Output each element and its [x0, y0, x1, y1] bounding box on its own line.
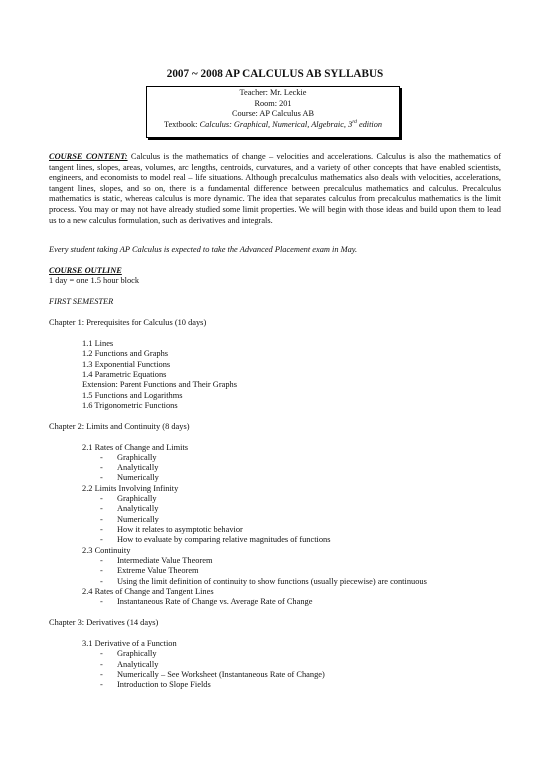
- s22-item: [100, 494, 157, 505]
- bullet-dash: -: [100, 515, 103, 524]
- s22-item: [100, 525, 243, 536]
- section-2-2: 2.2 Limits Involving Infinity: [82, 484, 179, 493]
- textbook-label: Textbook:: [163, 119, 200, 129]
- ch1-item: 1.3 Exponential Functions: [82, 360, 171, 369]
- chapter-3-title: Chapter 3: Derivatives (14 days): [49, 618, 159, 627]
- bullet-dash: -: [100, 680, 103, 689]
- textbook-line: [147, 120, 399, 131]
- bullet-dash: -: [100, 453, 103, 462]
- s31-item: [100, 649, 157, 660]
- section-2-4: 2.4 Rates of Change and Tangent Lines: [82, 587, 214, 596]
- course-content-section: [49, 152, 501, 226]
- s21-item: [100, 453, 157, 464]
- bullet-dash: -: [100, 566, 103, 575]
- course-line: Course: AP Calculus AB: [232, 109, 314, 119]
- bullet-dash: -: [100, 556, 103, 565]
- s23-item: [100, 566, 199, 577]
- s31-item-text: Analytically: [117, 660, 159, 669]
- ch1-item: 1.6 Trigonometric Functions: [82, 401, 178, 410]
- s24-item: [100, 597, 312, 608]
- s31-item: [100, 660, 158, 671]
- bullet-dash: -: [100, 463, 103, 472]
- textbook-title: [200, 120, 382, 129]
- s23-item: [100, 577, 427, 588]
- textbook-edition-sup: rd: [352, 119, 357, 126]
- s31-item: [100, 670, 325, 681]
- bullet-dash: -: [100, 670, 103, 679]
- room-line: Room: 201: [254, 98, 292, 108]
- s23-item-text: Intermediate Value Theorem: [117, 556, 213, 565]
- s21-item-text: Numerically: [117, 473, 159, 482]
- bullet-dash: -: [100, 660, 103, 669]
- teacher-line: Teacher: Mr. Leckie: [239, 88, 307, 97]
- s31-item: [100, 680, 211, 691]
- bullet-dash: -: [100, 597, 103, 606]
- section-3-1: 3.1 Derivative of a Function: [82, 639, 177, 648]
- bullet-dash: -: [100, 535, 103, 544]
- section-2-3: 2.3 Continuity: [82, 546, 131, 555]
- s23-item: [100, 556, 213, 567]
- s22-item-text: Graphically: [117, 494, 157, 503]
- ch1-item: 1.4 Parametric Equations: [82, 370, 167, 379]
- course-content-paragraph: [49, 152, 501, 226]
- ch1-item: 1.5 Functions and Logarithms: [82, 391, 183, 400]
- ch1-item: Extension: Parent Functions and Their Graphs: [82, 380, 237, 389]
- s22-item-text: How it relates to asymptotic behavior: [117, 525, 243, 534]
- document-title: 2007 ~ 2008 AP CALCULUS AB SYLLABUS: [166, 68, 384, 80]
- s24-item-text: Instantaneous Rate of Change vs. Average Rate of Change: [117, 597, 313, 606]
- s22-item-text: Numerically: [117, 515, 159, 524]
- bullet-dash: -: [100, 577, 103, 586]
- s21-item: [100, 473, 159, 484]
- bullet-dash: -: [100, 649, 103, 658]
- s31-item-text: Numerically – See Worksheet (Instantaneous Rate of Change): [117, 670, 325, 679]
- s23-item-text: Extreme Value Theorem: [117, 566, 199, 575]
- textbook-edition-suffix: edition: [356, 119, 383, 129]
- course-info-box: [146, 86, 400, 138]
- s22-item-text: Analytically: [117, 504, 159, 513]
- s21-item-text: Analytically: [117, 463, 159, 472]
- course-outline-heading: COURSE OUTLINE: [49, 266, 122, 275]
- chapter-2-title: Chapter 2: Limits and Continuity (8 days): [49, 422, 190, 431]
- chapter-1-title: Chapter 1: Prerequisites for Calculus (10 days): [49, 318, 207, 327]
- s22-item-text: How to evaluate by comparing relative magnitudes of functions: [117, 535, 331, 544]
- semester-heading: FIRST SEMESTER: [49, 297, 114, 306]
- s21-item: [100, 463, 158, 474]
- exam-note: Every student taking AP Calculus is expected to take the Advanced Placement exam in May.: [49, 245, 358, 254]
- s31-item-text: Graphically: [117, 649, 157, 658]
- s21-item-text: Graphically: [117, 453, 157, 462]
- bullet-dash: -: [100, 525, 103, 534]
- s22-item: [100, 515, 159, 526]
- block-note: 1 day = one 1.5 hour block: [49, 276, 140, 285]
- ch1-item: 1.1 Lines: [82, 339, 114, 348]
- s22-item: [100, 535, 331, 546]
- bullet-dash: -: [100, 504, 103, 513]
- bullet-dash: -: [100, 494, 103, 503]
- s31-item-text: Introduction to Slope Fields: [117, 680, 211, 689]
- s22-item: [100, 504, 158, 515]
- bullet-dash: -: [100, 473, 103, 482]
- course-content-heading: COURSE CONTENT:: [49, 152, 128, 161]
- course-content-text: Calculus is the mathematics of change – velocities and accelerations. Calculus is also the mathematics of tangent lines, slopes, areas, volumes, arc lengths, centroids, curvatures, and a variety of other concepts that have enabled scientists, engineers, and economists to model real – life situations. Although precalculus mathematics also deals with velocities, accelerations, tangent lines, slopes, and so on, there is a fundamental difference between precalculus mathematics and calculus. Precalculus mathematics is static, whereas calculus is more dynamic. The idea that separates calculus from precalculus mathematics is the limit process. You may or may not have already studied some limit properties. We will begin with those ideas and build upon them to lead us to a new calculus formulation, such as derivatives and integrals.: [49, 152, 502, 225]
- textbook-title-text: Calculus: Graphical, Numerical, Algebraic, 3: [199, 119, 353, 129]
- ch1-item: 1.2 Functions and Graphs: [82, 349, 169, 358]
- section-2-1: 2.1 Rates of Change and Limits: [82, 443, 189, 452]
- s23-item-text: Using the limit definition of continuity to show functions (usually piecewise) are continuous: [117, 577, 427, 586]
